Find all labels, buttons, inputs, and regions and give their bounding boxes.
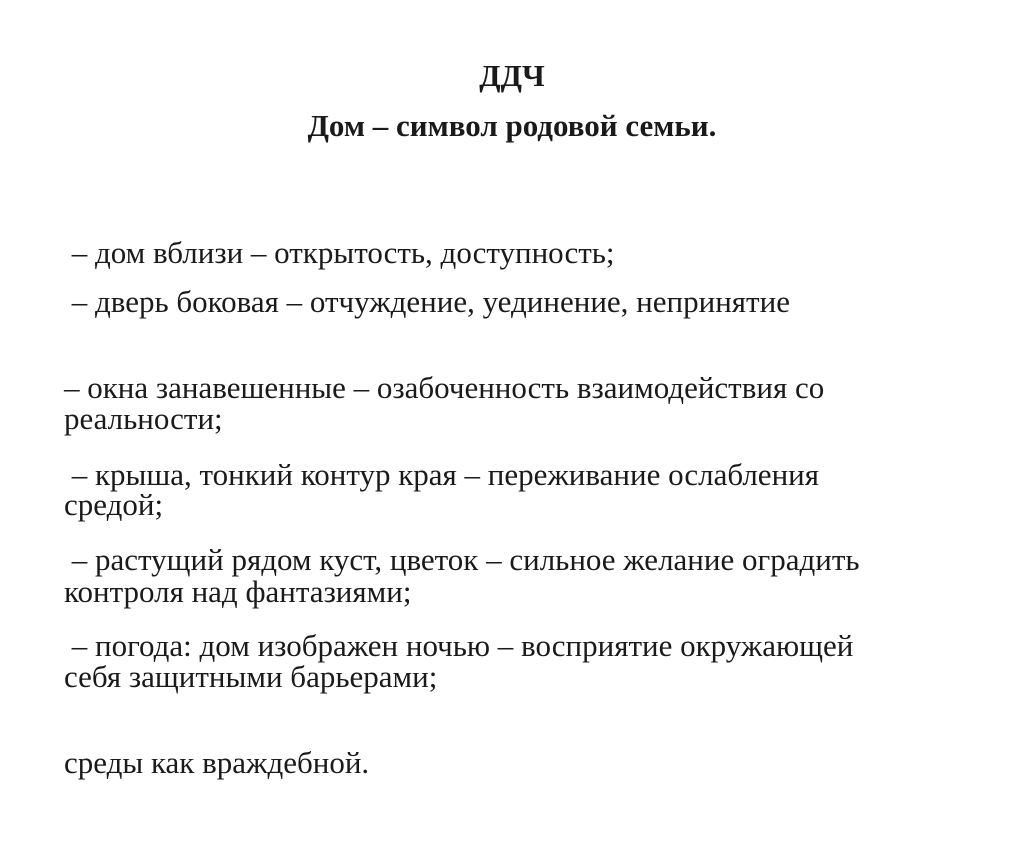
list-item-line: – растущий рядом куст, цветок – сильное желание оградить (64, 542, 860, 577)
list-item-line: себя защитными барьерами; (64, 659, 438, 694)
list-item-line: средой; (64, 487, 164, 522)
list-item-line: – окна занавешенные – озабоченность взаимодействия со (64, 370, 825, 405)
slide-subtitle: Дом – символ родовой семьи. (307, 108, 717, 143)
list-item-line: – дверь боковая – отчуждение, уединение, непринятие (64, 284, 790, 319)
list-item-line: – дом вблизи – открытость, доступность; (64, 235, 615, 270)
list-item-line: среды как враждебной. (64, 745, 370, 780)
list-item (64, 548, 964, 860)
slide-title: ДДЧ (479, 58, 545, 93)
list-item-line: контроля над фантазиями; (64, 574, 412, 609)
list-item-line: – крыша, тонкий контур края – переживание ослабления (64, 457, 820, 492)
list-item-line: реальности; (64, 401, 223, 436)
list-item-line: – погода: дом изображен ночью – восприятие окружающей (64, 628, 854, 663)
